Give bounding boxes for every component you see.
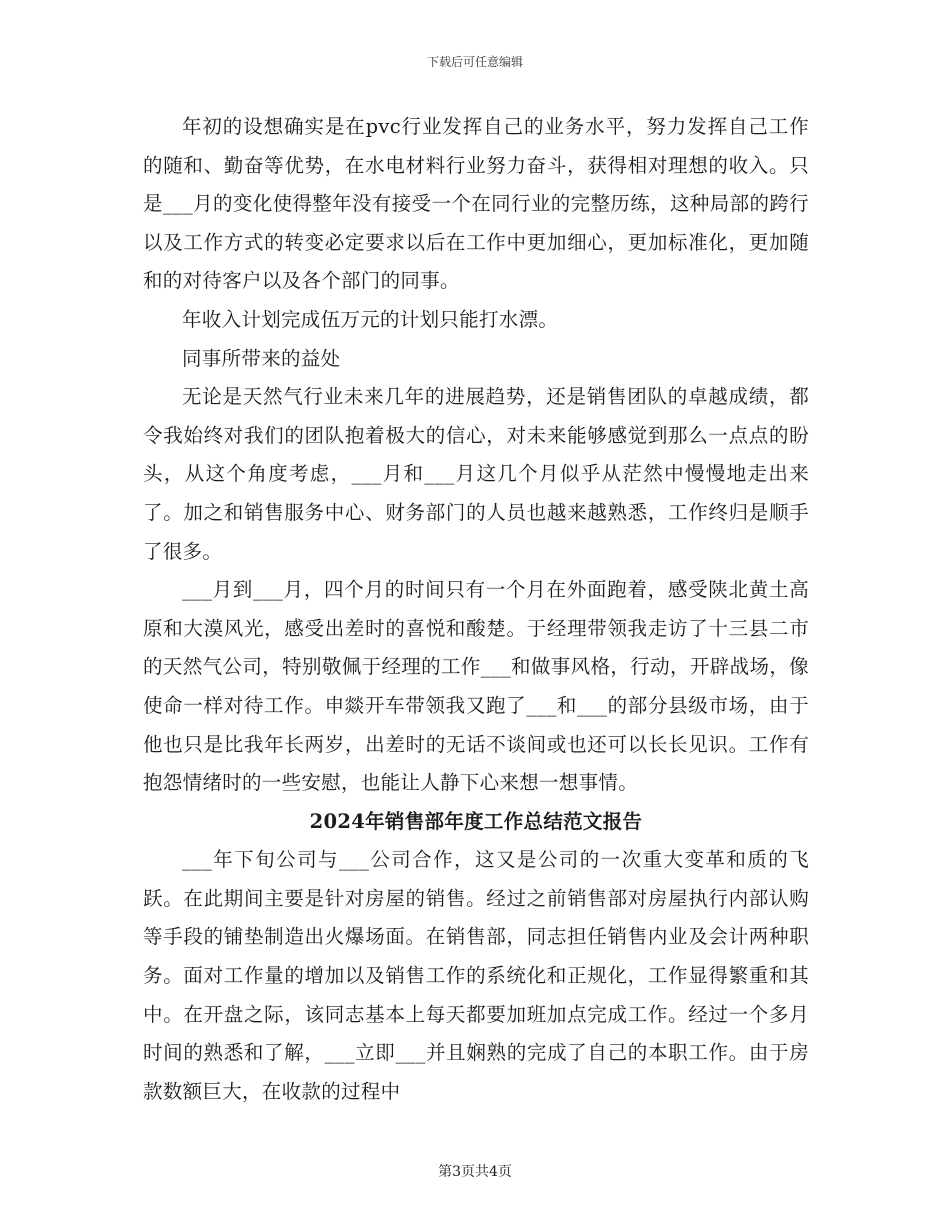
paragraph: 年收入计划完成伍万元的计划只能打水漂。 bbox=[182, 307, 559, 331]
paragraph: ___月到___月，四个月的时间只有一个月在外面跑着，感受陕北黄土高原和大漠风光，感受出差时的喜悦和酸楚。于经理带领我走访了十三县二市的天然气公司，特别敬佩于经理的工作___和做事风格，行动，开辟战场，像使命一样对待工作。申燚开车带领我又跑了___和___的部分县级市场，由于他也只是比我年长两岁，出差时的无话不谈间或也还可以长长见识。工作有抱怨情绪时的一些安慰，也能让人静下心来想一想事情。 bbox=[143, 578, 809, 795]
paragraph: 年初的设想确实是在pvc行业发挥自己的业务水平，努力发挥自己工作的随和、勤奋等优势，在水电材料行业努力奋斗，获得相对理想的收入。只是___月的变化使得整年没有接受一个在同行业的完整历练，这种局部的跨行以及工作方式的转变必定要求以后在工作中更加细心，更加标准化，更加随和的对待客户以及各个部门的同事。 bbox=[143, 115, 809, 293]
document-body bbox=[143, 108, 809, 1111]
paragraph: ___年下旬公司与___公司合作，这又是公司的一次重大变革和质的飞跃。在此期间主要是针对房屋的销售。经过之前销售部对房屋执行内部认购等手段的铺垫制造出火爆场面。在销售部，同志担任销售内业及会计两种职务。面对工作量的增加以及销售工作的系统化和正规化，工作显得繁重和其中。在开盘之际，该同志基本上每天都要加班加点完成工作。经过一个多月时间的熟悉和了解，___立即___并且娴熟的完成了自己的本职工作。由于房款数额巨大，在收款的过程中 bbox=[143, 848, 809, 1103]
paragraph: 同事所带来的益处 bbox=[182, 346, 341, 370]
page-header: 下载后可任意编辑 bbox=[426, 55, 523, 69]
section-title: 2024年销售部年度工作总结范文报告 bbox=[309, 809, 643, 833]
page-footer: 第3页共4页 bbox=[438, 1164, 512, 1180]
paragraph: 无论是天然气行业未来几年的进展趋势，还是销售团队的卓越成绩，都令我始终对我们的团队抱着极大的信心，对未来能够感觉到那么一点点的盼头，从这个角度考虑，___月和___月这几个月似乎从茫然中慢慢地走出来了。加之和销售服务中心、财务部门的人员也越来越熟悉，工作终归是顺手了很多。 bbox=[143, 385, 809, 563]
